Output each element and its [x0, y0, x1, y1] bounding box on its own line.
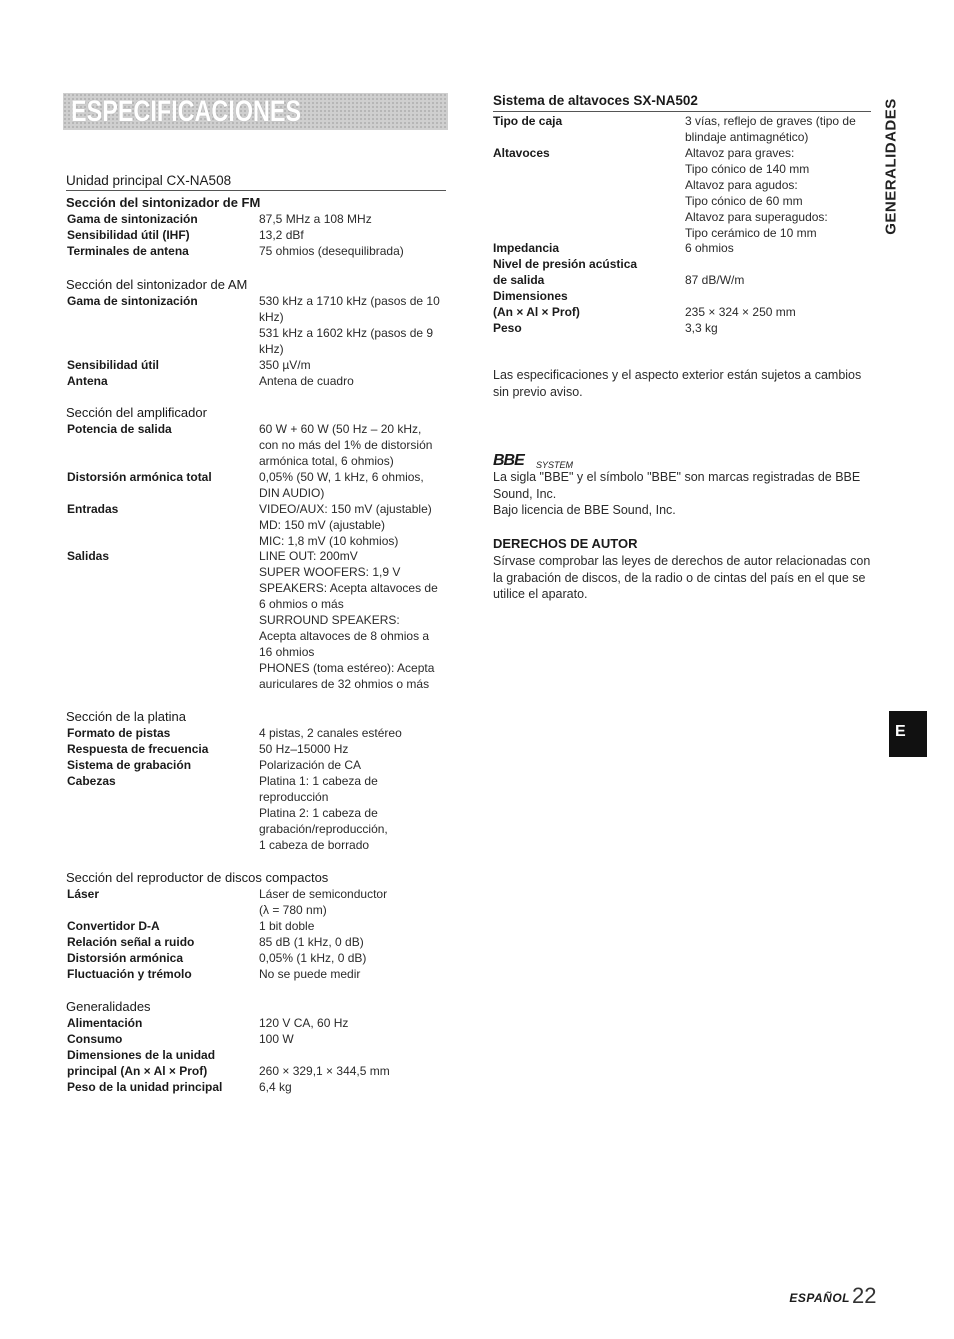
copyright-text: Sírvase comprobar las leyes de derechos de autor relacionadas con la grabación de discos, de la radio o de cintas del país en el que se utilice el aparato.: [493, 554, 871, 601]
spec-label: Terminales de antena: [67, 243, 189, 258]
language-tab-letter: E: [895, 723, 906, 740]
speaker-spec-value: Altavoz para graves: Tipo cónico de 140 mm Altavoz para agudos: Tipo cónico de 60 mm Altavoz para superagudos: Tipo cerámico de 10 mm: [685, 145, 828, 240]
speaker-heading: Sistema de altavoces SX-NA502: [493, 93, 698, 108]
spec-value: 350 µV/m: [259, 357, 311, 372]
spec-value: 260 × 329,1 × 344,5 mm: [259, 1063, 390, 1078]
spec-label: Distorsión armónica: [67, 950, 184, 965]
spec-label: Fluctuación y trémolo: [67, 966, 192, 981]
section-heading: Sección de la platina: [66, 709, 186, 724]
language-tab: [889, 711, 927, 757]
section-heading: Sección del amplificador: [66, 405, 207, 420]
spec-value: Platina 1: 1 cabeza de reproducción Platina 2: 1 cabeza de grabación/reproducción, 1 cabeza de borrado: [259, 773, 388, 852]
footer-language: ESPAÑOL: [789, 1291, 850, 1305]
spec-value: Antena de cuadro: [259, 373, 354, 388]
spec-label: Formato de pistas: [67, 726, 171, 740]
spec-label: Sensibilidad útil: [67, 357, 160, 372]
section-heading: Sección del sintonizador de FM: [66, 195, 261, 210]
bbe-logo: BBE: [493, 452, 524, 469]
speaker-spec-label: Altavoces: [493, 145, 550, 160]
speaker-spec-label: Dimensiones (An × Al × Prof): [493, 288, 580, 319]
spec-label: Sensibilidad útil (IHF): [67, 227, 190, 242]
spec-value: 4 pistas, 2 canales estéreo: [259, 726, 402, 740]
spec-value: 100 W: [259, 1031, 294, 1046]
title-banner: [63, 93, 448, 130]
spec-label: Respuesta de frecuencia: [67, 741, 209, 756]
spec-value: LINE OUT: 200mV SUPER WOOFERS: 1,9 V SPEAKERS: Acepta altavoces de 6 ohmios o más SURROUND SPEAKERS: Acepta altavoces de 8 ohmios a 16 ohmios PHONES (toma estéreo): Acepta auriculares de 32 ohmios o más: [259, 549, 438, 692]
spec-label: Distorsión armónica total: [67, 469, 212, 484]
spec-value: VIDEO/AUX: 150 mV (ajustable) MD: 150 mV (ajustable) MIC: 1,8 mV (10 kohmios): [259, 501, 432, 548]
page-title: ESPECIFICACIONES: [71, 95, 302, 128]
page-number: 22: [852, 1283, 877, 1308]
spec-value: Láser de semiconductor (λ = 780 nm): [259, 887, 388, 917]
unit-heading-rule: [66, 190, 446, 191]
spec-label: Entradas: [67, 501, 119, 516]
spec-value: 87,5 MHz a 108 MHz: [259, 212, 372, 226]
unit-heading: Unidad principal CX-NA508: [66, 173, 232, 188]
spec-value: No se puede medir: [259, 966, 361, 981]
spec-label: Antena: [67, 373, 108, 388]
side-tab: [870, 88, 910, 258]
section-heading: Sección del reproductor de discos compactos: [66, 870, 329, 885]
spec-value: 120 V CA, 60 Hz: [259, 1016, 349, 1030]
speaker-heading-rule: [493, 111, 871, 112]
spec-value: 60 W + 60 W (50 Hz – 20 kHz, con no más del 1% de distorsión armónica total, 6 ohmios): [259, 422, 433, 468]
spec-value: 50 Hz–15000 Hz: [259, 741, 349, 756]
spec-value: 0,05% (1 kHz, 0 dB): [259, 950, 367, 965]
speaker-spec-value: 3 vías, reflejo de graves (tipo de blindaje antimagnético): [685, 114, 856, 144]
bbe-logo-suffix: SYSTEM: [536, 460, 574, 470]
spec-value: 75 ohmios (desequilibrada): [259, 243, 404, 258]
spec-label: Cabezas: [67, 773, 116, 788]
spec-label: Dimensiones de la unidad principal (An × Al × Prof): [67, 1047, 216, 1078]
spec-value: 0,05% (50 W, 1 kHz, 6 ohmios, DIN AUDIO): [259, 469, 424, 500]
bbe-trademark-text: La sigla "BBE" y el símbolo "BBE" son marcas registradas de BBE Sound, Inc.: [493, 470, 861, 501]
spec-label: Alimentación: [67, 1016, 143, 1030]
spec-label: Salidas: [67, 549, 110, 564]
side-tab-label: GENERALIDADES: [882, 98, 900, 235]
speaker-spec-label: Tipo de caja: [493, 114, 563, 128]
copyright-heading: DERECHOS DE AUTOR: [493, 536, 638, 551]
spec-label: Potencia de salida: [67, 422, 172, 436]
spec-value: 6,4 kg: [259, 1079, 292, 1094]
speaker-spec-label: Nivel de presión acústica de salida: [493, 257, 638, 288]
spec-label: Sistema de grabación: [67, 757, 192, 772]
spec-label: Consumo: [67, 1031, 123, 1046]
speaker-spec-label: Impedancia: [493, 241, 560, 256]
speaker-spec-value: 3,3 kg: [685, 320, 718, 335]
spec-value: 530 kHz a 1710 kHz (pasos de 10 kHz) 531 kHz a 1602 kHz (pasos de 9 kHz): [259, 294, 440, 356]
spec-label: Relación señal a ruido: [67, 934, 195, 949]
spec-label: Gama de sintonización: [67, 212, 198, 226]
speaker-spec-value: 6 ohmios: [685, 241, 734, 256]
section-heading: Generalidades: [66, 999, 151, 1014]
spec-label: Convertidor D-A: [67, 918, 160, 933]
spec-label: Peso de la unidad principal: [67, 1079, 223, 1094]
bbe-license-text: Bajo licencia de BBE Sound, Inc.: [493, 503, 676, 517]
spec-label: Láser: [67, 887, 100, 901]
spec-label: Gama de sintonización: [67, 294, 198, 308]
speaker-spec-value: 87 dB/W/m: [685, 273, 745, 288]
spec-value: 85 dB (1 kHz, 0 dB): [259, 934, 364, 949]
section-heading: Sección del sintonizador de AM: [66, 277, 248, 292]
spec-value: Polarización de CA: [259, 757, 362, 772]
spec-value: 13,2 dBf: [259, 227, 304, 242]
speaker-spec-value: 235 × 324 × 250 mm: [685, 304, 796, 319]
spec-value: 1 bit doble: [259, 918, 315, 933]
notice-text: Las especificaciones y el aspecto exterior están sujetos a cambios sin previo aviso.: [493, 368, 862, 399]
speaker-spec-label: Peso: [493, 320, 522, 335]
